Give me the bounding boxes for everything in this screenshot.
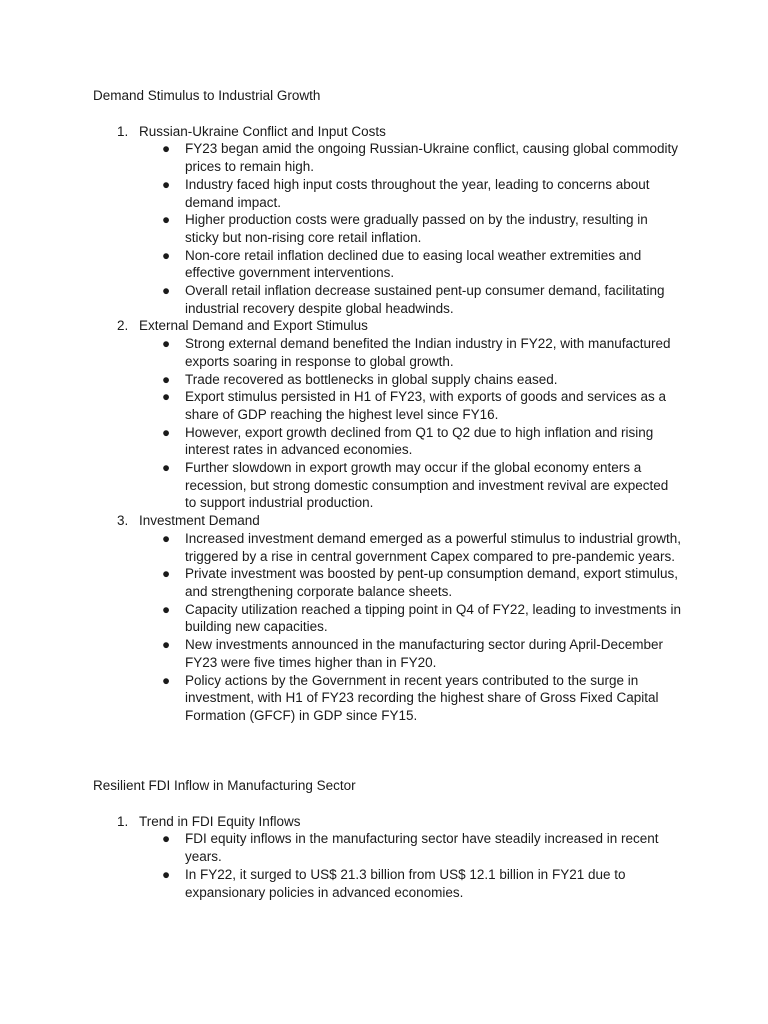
- bullet-item: [139, 247, 693, 282]
- topic-number: 1.: [117, 813, 129, 829]
- bullet-item: [139, 866, 693, 901]
- bullet-icon: ●: [162, 389, 171, 405]
- bullet-icon: ●: [162, 530, 171, 546]
- bullet-icon: ●: [162, 283, 171, 299]
- bullet-item: [139, 830, 693, 865]
- bullet-icon: ●: [162, 637, 171, 653]
- section-fdi-inflow: [93, 777, 693, 901]
- bullet-item: [139, 176, 693, 211]
- section-title: Resilient FDI Inflow in Manufacturing Sector: [93, 778, 356, 793]
- bullet-icon: ●: [162, 371, 171, 387]
- bullet-text: Overall retail inflation decrease sustained pent-up consumer demand, facilitating industrial recovery despite global headwinds.: [185, 283, 665, 316]
- topic-item: [93, 813, 693, 902]
- bullet-text: Export stimulus persisted in H1 of FY23, with exports of goods and services as a share of GDP reaching the highest level since FY16.: [185, 389, 666, 422]
- bullet-text: Non-core retail inflation declined due to easing local weather extremities and effective government interventions.: [185, 247, 642, 281]
- topic-item: [93, 317, 693, 512]
- bullet-text: Strong external demand benefited the Indian industry in FY22, with manufactured exports soaring in response to global growth.: [185, 336, 671, 369]
- bullet-icon: ●: [162, 247, 171, 263]
- bullet-text: However, export growth declined from Q1 to Q2 due to high inflation and rising interest rates in advanced economies.: [185, 424, 654, 458]
- bullet-list: [139, 335, 693, 512]
- bullet-list: [139, 140, 693, 317]
- topic-list: [93, 123, 693, 725]
- bullet-text: Industry faced high input costs throughout the year, leading to concerns about demand impact.: [185, 176, 650, 210]
- bullet-item: [139, 211, 693, 246]
- section-demand-stimulus: [93, 87, 693, 725]
- bullet-icon: ●: [162, 336, 171, 352]
- bullet-item: [139, 601, 693, 636]
- bullet-icon: ●: [162, 141, 171, 157]
- bullet-icon: ●: [162, 672, 171, 688]
- bullet-icon: ●: [162, 601, 171, 617]
- topic-heading: External Demand and Export Stimulus: [139, 318, 368, 334]
- topic-number: 1.: [117, 123, 129, 139]
- bullet-text: Higher production costs were gradually passed on by the industry, resulting in sticky but non-rising core retail inflation.: [185, 212, 648, 245]
- bullet-list: [139, 830, 693, 901]
- bullet-icon: ●: [162, 212, 171, 228]
- bullet-item: [139, 335, 693, 370]
- bullet-icon: ●: [162, 866, 171, 882]
- bullet-text: New investments announced in the manufacturing sector during April-December FY23 were five times higher than in FY20.: [185, 637, 663, 670]
- bullet-text: In FY22, it surged to US$ 21.3 billion from US$ 12.1 billion in FY21 due to expansionary policies in advanced economies.: [185, 866, 626, 900]
- bullet-icon: ●: [162, 176, 171, 192]
- bullet-icon: ●: [162, 566, 171, 582]
- topic-heading: Investment Demand: [139, 513, 260, 529]
- bullet-icon: ●: [162, 831, 171, 847]
- bullet-text: Further slowdown in export growth may occur if the global economy enters a recession, but strong domestic consumption and investment revival are expected to support industrial production.: [185, 460, 669, 511]
- topic-list: [93, 813, 693, 902]
- bullet-text: Capacity utilization reached a tipping point in Q4 of FY22, leading to investments in building new capacities.: [185, 601, 682, 635]
- bullet-text: Trade recovered as bottlenecks in global supply chains eased.: [185, 371, 558, 387]
- bullet-text: FY23 began amid the ongoing Russian-Ukraine conflict, causing global commodity prices to remain high.: [185, 141, 679, 175]
- bullet-text: Increased investment demand emerged as a powerful stimulus to industrial growth, triggered by a rise in central government Capex compared to pre-pandemic years.: [185, 530, 681, 564]
- bullet-item: [139, 672, 693, 725]
- bullet-item: [139, 424, 693, 459]
- section-title: Demand Stimulus to Industrial Growth: [93, 88, 321, 103]
- bullet-text: FDI equity inflows in the manufacturing sector have steadily increased in recent years.: [185, 831, 659, 865]
- bullet-list: [139, 530, 693, 725]
- bullet-item: [139, 459, 693, 512]
- bullet-icon: ●: [162, 424, 171, 440]
- bullet-text: Private investment was boosted by pent-up consumption demand, export stimulus, and strengthening corporate balance sheets.: [185, 566, 679, 599]
- topic-number: 3.: [117, 513, 129, 529]
- bullet-item: [139, 530, 693, 565]
- bullet-item: [139, 282, 693, 317]
- topic-heading: Russian-Ukraine Conflict and Input Costs: [139, 123, 386, 139]
- topic-heading: Trend in FDI Equity Inflows: [139, 813, 301, 829]
- topic-number: 2.: [117, 318, 129, 334]
- bullet-text: Policy actions by the Government in recent years contributed to the surge in investment, with H1 of FY23 recording the highest share of Gross Fixed Capital Formation (GFCF) in GDP since FY15.: [185, 672, 659, 723]
- bullet-item: [139, 388, 693, 423]
- bullet-item: [139, 371, 693, 389]
- bullet-item: [139, 140, 693, 175]
- bullet-icon: ●: [162, 460, 171, 476]
- bullet-item: [139, 636, 693, 671]
- topic-item: [93, 123, 693, 318]
- bullet-item: [139, 565, 693, 600]
- topic-item: [93, 512, 693, 724]
